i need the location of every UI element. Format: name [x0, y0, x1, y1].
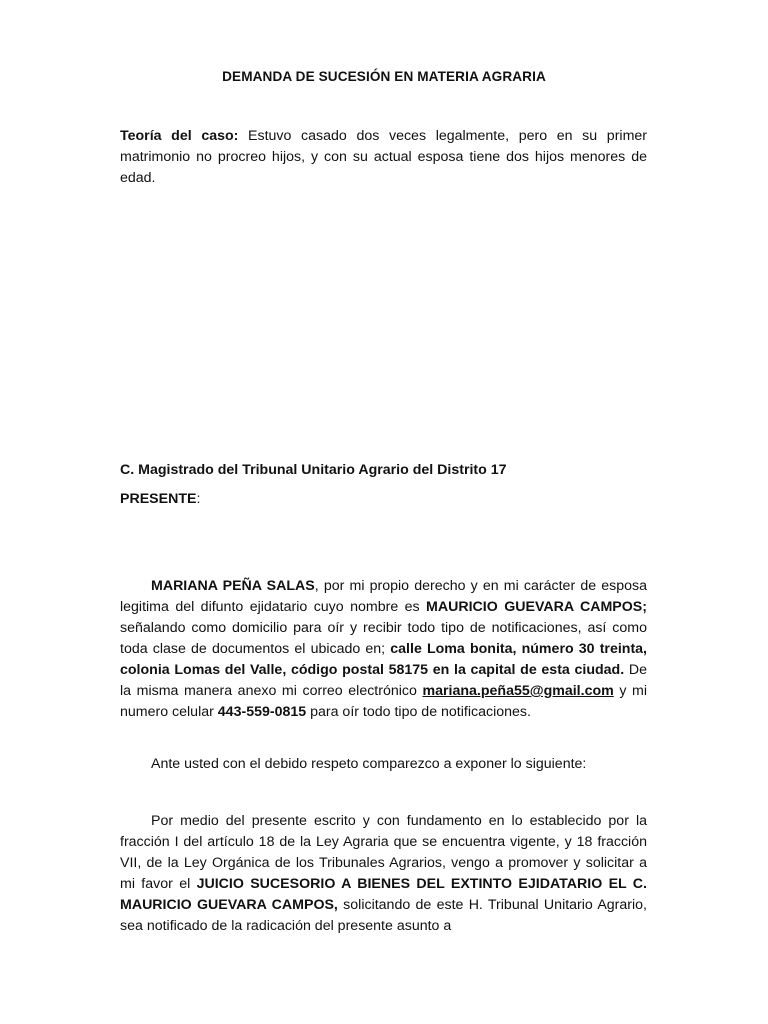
case-theory-paragraph: [120, 126, 647, 189]
phone-number: 443-559-0815: [217, 704, 307, 720]
body-text-1: Por medio del presente escrito y con fundamento en lo establecido por la fracción I del artículo 18 de la Ley Agraria que se encuentra vigente, y 18 fracción VII, de la Ley Orgánica de los Tribunales Agrarios, vengo a promover y solicitar a mi favor el: [120, 813, 647, 892]
body-paragraph: [120, 811, 647, 937]
document-title: DEMANDA DE SUCESIÓN EN MATERIA AGRARIA: [222, 69, 546, 84]
intro-text-4: y mi numero celular: [120, 683, 647, 720]
presente-label: PRESENTE: [120, 491, 197, 507]
intro-text-2: señalando como domicilio para oír y recibir todo tipo de notificaciones, así como toda clase de documentos el ubicado en;: [120, 620, 647, 657]
deceased-name: MAURICIO GUEVARA CAMPOS;: [426, 599, 647, 615]
respect-paragraph: Ante usted con el debido respeto comparezco a exponer lo siguiente:: [151, 756, 587, 772]
presente-colon: :: [196, 491, 201, 507]
case-theory-label: Teoría del caso:: [120, 128, 239, 144]
intro-paragraph: [120, 576, 647, 723]
addressee-line: [120, 460, 507, 481]
email-link[interactable]: mariana.peña55@gmail.com: [422, 683, 614, 699]
address-text: calle Loma bonita, número 30 treinta, colonia Lomas del Valle, código postal 58175 en la capital de esta ciudad.: [120, 641, 647, 678]
intro-text-1: , por mi propio derecho y en mi carácter de esposa legitima del difunto ejidatario cuyo nombre es: [120, 578, 648, 615]
intro-text-3: De la misma manera anexo mi correo electrónico: [120, 662, 648, 699]
intro-text-5: para oír todo tipo de notificaciones.: [306, 704, 531, 720]
case-theory-text: Estuvo casado dos veces legalmente, pero en su primer matrimonio no procreo hijos, y con su actual esposa tiene dos hijos menores de edad.: [120, 128, 648, 186]
addressee-text: C. Magistrado del Tribunal Unitario Agrario del Distrito 17: [120, 462, 507, 478]
plaintiff-name: MARIANA PEÑA SALAS: [151, 578, 315, 594]
presente-line: [120, 489, 200, 510]
body-text-2: solicitando de este H. Tribunal Unitario Agrario, sea notificado de la radicación del presente asunto a: [120, 897, 648, 934]
claim-text: JUICIO SUCESORIO A BIENES DEL EXTINTO EJIDATARIO EL C. MAURICIO GUEVARA CAMPOS,: [120, 876, 647, 913]
